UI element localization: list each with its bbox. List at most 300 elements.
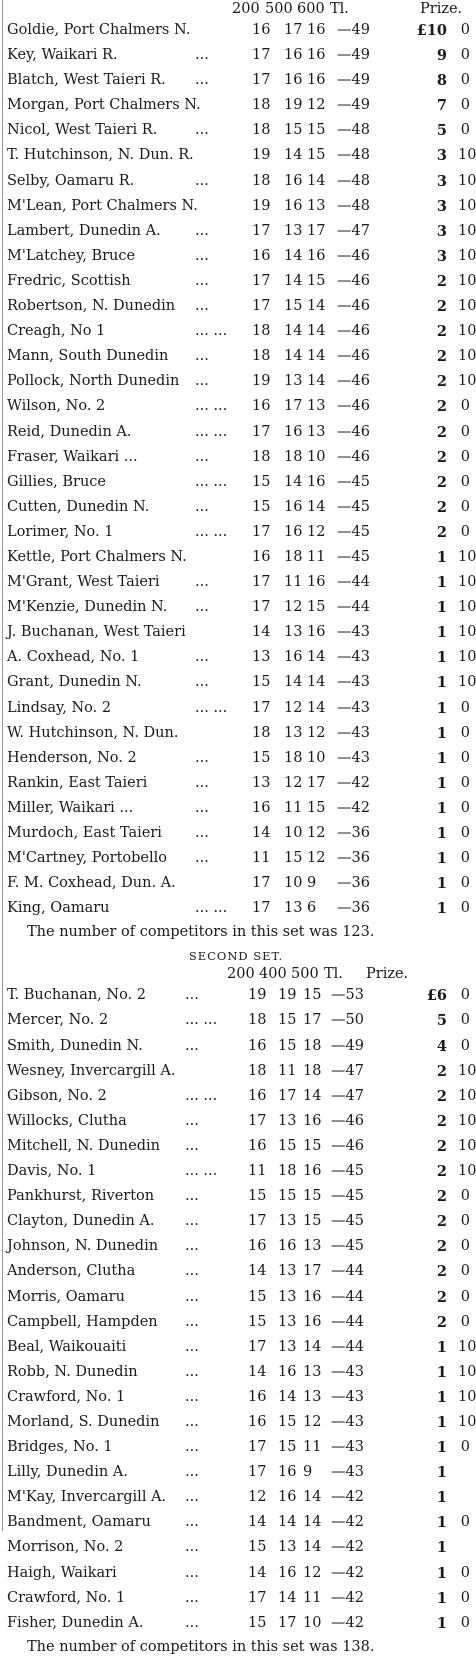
dot-leader: ...: [195, 850, 209, 867]
prize-shillings: 0: [460, 699, 470, 716]
result-row: [0, 1510, 472, 1535]
dot-leader: ... ...: [195, 398, 228, 415]
total-score: —43: [337, 749, 370, 766]
second-range-score: 11: [284, 799, 303, 816]
total-score: —48: [337, 122, 370, 139]
competitor-name: M'Kenzie, Dunedin N.: [7, 599, 168, 616]
competitor-name: Mercer, No. 2: [7, 1012, 109, 1029]
second-range-score: 13: [284, 373, 303, 390]
dot-leader: ... ...: [195, 699, 228, 716]
dot-leader: ... ...: [185, 1163, 218, 1180]
competitor-name: King, Oamaru: [7, 900, 110, 917]
prize-pounds: 2: [436, 1188, 447, 1206]
competitor-name: M'Grant, West Taieri: [7, 574, 160, 591]
total-score: —45: [331, 1188, 364, 1205]
competitor-name: Wesney, Invercargill A.: [7, 1062, 176, 1079]
second-range-score: 12: [284, 699, 303, 716]
competitor-name: Bandment, Oamaru: [7, 1514, 151, 1531]
competitor-name: F. M. Coxhead, Dun. A.: [7, 875, 176, 892]
first-range-score: 18: [252, 348, 271, 365]
prize-shillings: 10: [458, 1062, 476, 1079]
dot-leader: ...: [185, 1489, 199, 1506]
total-score: —53: [331, 987, 364, 1004]
result-row: [0, 771, 472, 796]
prize-shillings: 0: [460, 97, 470, 114]
dot-leader: ...: [195, 222, 209, 239]
second-range-score: 16: [278, 1464, 297, 1481]
result-row: [0, 1385, 476, 1410]
dot-leader: ...: [195, 649, 209, 666]
third-range-score: 15: [307, 799, 326, 816]
prize-shillings: 0: [460, 1213, 470, 1230]
result-row: [0, 1008, 472, 1033]
prize-shillings: 10: [458, 197, 476, 214]
prize-shillings: 0: [460, 1238, 470, 1255]
competitor-name: Crawford, No. 1: [7, 1388, 126, 1405]
prize-shillings: 10: [458, 1363, 476, 1380]
second-range-score: 16: [284, 498, 303, 515]
competitor-name: Wilson, No. 2: [7, 398, 106, 415]
first-range-score: 18: [252, 122, 271, 139]
second-range-score: 19: [284, 97, 303, 114]
prize-pounds: 1: [436, 599, 447, 617]
dot-leader: ...: [195, 272, 209, 289]
prize-shillings: 0: [460, 774, 470, 791]
third-range-score: 10: [307, 448, 326, 465]
result-row: [0, 394, 472, 419]
prize-shillings: 0: [460, 398, 470, 415]
result-row: [0, 1184, 472, 1209]
total-score: —48: [337, 197, 370, 214]
third-range-score: 14: [307, 323, 326, 340]
result-row: [0, 983, 472, 1008]
result-row: [0, 194, 476, 219]
dot-leader: ...: [185, 1413, 199, 1430]
first-range-score: 17: [252, 699, 271, 716]
second-range-score: 16: [284, 72, 303, 89]
result-row: [0, 871, 472, 896]
total-score: —43: [331, 1439, 364, 1456]
competitor-name: A. Coxhead, No. 1: [7, 649, 140, 666]
total-score: —45: [331, 1238, 364, 1255]
prize-shillings: 0: [460, 987, 470, 1004]
competitor-name: Fraser, Waikari ...: [7, 448, 138, 465]
first-range-score: 17: [252, 298, 271, 315]
prize-shillings: 10: [458, 1112, 476, 1129]
result-row: [0, 68, 472, 93]
total-score: —46: [337, 272, 370, 289]
competitor-name: Creagh, No 1: [7, 323, 106, 340]
first-range-score: 18: [252, 97, 271, 114]
result-row: [0, 18, 472, 43]
first-range-score: 17: [252, 900, 271, 917]
second-range-score: 13: [278, 1288, 297, 1305]
second-range-score: 16: [284, 172, 303, 189]
third-range-score: 13: [307, 197, 326, 214]
result-row: [0, 595, 476, 620]
competitor-name: Lambert, Dunedin A.: [7, 222, 161, 239]
total-score: —46: [337, 247, 370, 264]
total-score: —44: [337, 574, 370, 591]
prize-pounds: 2: [436, 1213, 447, 1231]
first-range-score: 15: [252, 674, 271, 691]
third-range-score: 6: [307, 900, 317, 917]
prize-pounds: 2: [436, 1087, 447, 1105]
dot-leader: ...: [195, 298, 209, 315]
competitor-name: Robb, N. Dunedin: [7, 1363, 138, 1380]
second-range-score: 15: [284, 298, 303, 315]
prize-pounds: 2: [436, 373, 447, 391]
first-range-score: 16: [248, 1238, 267, 1255]
second-range-score: 15: [278, 1188, 297, 1205]
first-range-score: 18: [252, 724, 271, 741]
second-range-score: 13: [278, 1338, 297, 1355]
prize-shillings: 0: [460, 1012, 470, 1029]
total-score: —42: [331, 1614, 364, 1631]
prize-shillings: 10: [458, 548, 476, 565]
dot-leader: ...: [195, 825, 209, 841]
prize-pounds: 3: [436, 247, 447, 265]
second-range-score: 13: [278, 1263, 297, 1280]
second-range-score: 16: [278, 1238, 297, 1255]
dot-leader: ...: [195, 574, 209, 591]
first-range-score: 16: [252, 799, 271, 816]
dot-leader: ...: [195, 47, 209, 64]
result-row: [0, 645, 476, 670]
prize-pounds: 1: [436, 1413, 447, 1431]
second-range-score: 13: [278, 1213, 297, 1230]
third-range-score: 9: [303, 1464, 313, 1481]
second-range-score: 19: [278, 987, 297, 1004]
result-row: [0, 1034, 472, 1059]
competitor-name: Morrison, No. 2: [7, 1539, 124, 1556]
result-row: [0, 1310, 472, 1335]
prize-pounds: £10: [416, 22, 447, 39]
result-row: [0, 118, 472, 143]
third-range-score: 15: [307, 122, 326, 139]
second-range-score: 16: [284, 649, 303, 666]
third-range-score: 14: [307, 674, 326, 691]
competitor-name: Gillies, Bruce: [7, 473, 107, 490]
prize-shillings: 0: [460, 1439, 470, 1456]
prize-pounds: 8: [436, 72, 447, 90]
competitor-name: Robertson, N. Dunedin: [7, 298, 176, 315]
dot-leader: ...: [185, 1464, 199, 1481]
competitor-name: Morris, Oamaru: [7, 1288, 125, 1305]
prize-pounds: 1: [436, 1614, 447, 1632]
prize-pounds: 2: [436, 1238, 447, 1256]
first-set-header: [0, 0, 472, 18]
first-range-score: 16: [248, 1137, 267, 1154]
total-score: —48: [337, 147, 370, 164]
third-range-score: 17: [307, 222, 326, 239]
third-range-score: 16: [307, 473, 326, 490]
prize-pounds: 1: [436, 1439, 447, 1457]
dot-leader: ...: [195, 498, 209, 515]
prize-pounds: 2: [436, 398, 447, 416]
result-row: [0, 445, 472, 470]
prize-shillings: 0: [460, 1614, 470, 1631]
result-row: [0, 796, 472, 821]
result-row: [0, 896, 472, 921]
dot-leader: ...: [185, 1564, 199, 1581]
third-range-score: 15: [303, 1137, 322, 1154]
dot-leader: ...: [185, 1388, 199, 1405]
first-range-score: 17: [248, 1112, 267, 1129]
competitor-name: Key, Waikari R.: [7, 47, 118, 64]
prize-pounds: 2: [436, 1263, 447, 1281]
total-score: —47: [331, 1062, 364, 1079]
total-header: Tl.: [330, 1, 349, 17]
prize-pounds: 2: [436, 473, 447, 491]
total-score: —46: [337, 448, 370, 465]
result-row: [0, 1059, 476, 1084]
competitor-name: Crawford, No. 1: [7, 1589, 126, 1606]
second-range-score: 15: [284, 122, 303, 139]
first-range-score: 13: [252, 774, 271, 791]
second-range-score: 12: [284, 774, 303, 791]
third-range-score: 15: [303, 1188, 322, 1205]
first-range-score: 15: [248, 1188, 267, 1205]
total-score: —46: [337, 373, 370, 390]
second-range-score: 17: [284, 398, 303, 415]
first-range-score: 18: [252, 172, 271, 189]
total-score: —43: [337, 674, 370, 691]
competitor-name: Murdoch, East Taieri: [7, 825, 162, 841]
first-range-score: 17: [248, 1213, 267, 1230]
dot-leader: ...: [195, 749, 209, 766]
third-range-score: 17: [307, 774, 326, 791]
first-range-score: 19: [248, 987, 267, 1004]
prize-pounds: 2: [436, 448, 447, 466]
third-range-score: 13: [303, 1363, 322, 1380]
dot-leader: ...: [195, 72, 209, 89]
competitor-name: Lindsay, No. 2: [7, 699, 112, 716]
dot-leader: ...: [185, 1539, 199, 1556]
prize-shillings: 10: [458, 674, 476, 691]
second-range-score: 15: [284, 850, 303, 867]
first-range-score: 12: [248, 1489, 267, 1506]
competitor-name: M'Latchey, Bruce: [7, 247, 136, 264]
first-range-score: 19: [252, 197, 271, 214]
prize-shillings: 0: [460, 875, 470, 892]
total-score: —45: [337, 523, 370, 540]
competitor-name: Rankin, East Taieri: [7, 774, 148, 791]
second-range-score: 14: [278, 1589, 297, 1606]
prize-shillings: 10: [458, 1163, 476, 1180]
total-score: —45: [337, 498, 370, 515]
second-range-score: 12: [284, 599, 303, 616]
third-range-score: 17: [303, 1263, 322, 1280]
total-score: —36: [337, 850, 370, 867]
result-row: [0, 470, 472, 495]
first-range-score: 14: [252, 825, 271, 841]
result-row: [0, 1134, 476, 1159]
first-range-score: 16: [252, 22, 271, 38]
third-range-score: 12: [307, 724, 326, 741]
second-range-score: 17: [278, 1087, 297, 1104]
third-range-score: 16: [303, 1163, 322, 1180]
third-range-score: 14: [307, 348, 326, 365]
total-score: —50: [331, 1012, 364, 1029]
prize-shillings: 10: [458, 1137, 476, 1154]
second-range-score: 13: [284, 222, 303, 239]
result-row: [0, 721, 472, 746]
prize-shillings: 10: [458, 574, 476, 591]
third-range-score: 12: [307, 850, 326, 867]
second-range-score: 16: [278, 1564, 297, 1581]
result-row: [0, 1084, 476, 1109]
dot-leader: ...: [185, 1263, 199, 1280]
first-range-score: 18: [252, 448, 271, 465]
prize-shillings: 10: [458, 172, 476, 189]
competitor-name: Selby, Oamaru R.: [7, 172, 135, 189]
competitor-name: Clayton, Dunedin A.: [7, 1213, 155, 1230]
competitor-name: M'Cartney, Portobello: [7, 850, 167, 867]
third-range-score: 16: [303, 1313, 322, 1330]
dot-leader: ...: [185, 987, 199, 1004]
result-row: [0, 244, 476, 269]
prize-shillings: 0: [460, 1263, 470, 1280]
result-row: [0, 520, 472, 545]
first-range-score: 17: [248, 1338, 267, 1355]
first-range-score: 17: [252, 47, 271, 64]
second-range-score: 10: [284, 825, 303, 841]
second-range-score: 18: [284, 548, 303, 565]
third-range-score: 12: [307, 97, 326, 114]
competitor-name: W. Hutchinson, N. Dun.: [7, 724, 179, 741]
dot-leader: ...: [185, 1589, 199, 1606]
first-range-score: 16: [252, 548, 271, 565]
competitor-name: Morgan, Port Chalmers N.: [7, 97, 201, 114]
dot-leader: ... ...: [195, 523, 228, 540]
competitor-name: Goldie, Port Chalmers N.: [7, 22, 191, 38]
prize-pounds: 3: [436, 197, 447, 215]
first-range-score: 15: [252, 473, 271, 490]
competitor-name: Mitchell, N. Dunedin: [7, 1137, 160, 1154]
prize-pounds: 2: [436, 423, 447, 441]
result-row: [0, 846, 472, 871]
result-row: [0, 1335, 476, 1360]
third-range-score: 11: [303, 1589, 322, 1606]
third-range-score: 16: [307, 574, 326, 591]
competitor-name: Fredric, Scottish: [7, 272, 131, 289]
second-range-score: 14: [284, 323, 303, 340]
second-range-score: 18: [284, 749, 303, 766]
total-score: —36: [337, 825, 370, 841]
first-range-score: 15: [248, 1288, 267, 1305]
competitor-name: M'Lean, Port Chalmers N.: [7, 197, 198, 214]
prize-pounds: 2: [436, 1112, 447, 1130]
result-row: [0, 1109, 476, 1134]
prize-shillings: 0: [460, 799, 470, 816]
prize-shillings: 0: [460, 1589, 470, 1606]
prize-shillings: 10: [458, 1413, 476, 1430]
second-range-score: 13: [278, 1313, 297, 1330]
prize-pounds: 1: [436, 1489, 447, 1507]
first-range-score: 17: [252, 423, 271, 440]
prize-shillings: 0: [460, 1037, 470, 1054]
third-range-score: 12: [307, 523, 326, 540]
third-range-score: 14: [307, 649, 326, 666]
dot-leader: ...: [185, 1213, 199, 1230]
dot-leader: ...: [195, 373, 209, 390]
prize-shillings: 0: [460, 1188, 470, 1205]
second-range-score: 17: [284, 22, 303, 38]
result-row: [0, 1234, 472, 1259]
third-range-score: 14: [303, 1539, 322, 1556]
total-score: —45: [331, 1163, 364, 1180]
prize-pounds: 1: [436, 799, 447, 817]
third-range-score: 13: [303, 1388, 322, 1405]
prize-pounds: 1: [436, 1564, 447, 1582]
third-range-score: 16: [307, 47, 326, 64]
competitor-name: Reid, Dunedin A.: [7, 423, 132, 440]
result-row: [0, 294, 476, 319]
third-range-score: 15: [307, 272, 326, 289]
total-score: —49: [337, 97, 370, 114]
prize-shillings: 10: [458, 298, 476, 315]
result-row: [0, 1285, 472, 1310]
prize-shillings: 0: [460, 47, 470, 64]
result-row: [0, 1611, 472, 1636]
competitor-name: T. Hutchinson, N. Dun. R.: [7, 147, 194, 164]
prize-pounds: £6: [426, 987, 447, 1005]
prize-pounds: 1: [436, 1539, 447, 1557]
prize-pounds: 1: [436, 1464, 447, 1482]
second-range-score: 15: [278, 1413, 297, 1430]
competitor-name: Willocks, Clutha: [7, 1112, 127, 1129]
third-range-score: 14: [303, 1087, 322, 1104]
dot-leader: ...: [185, 1338, 199, 1355]
total-score: —45: [337, 473, 370, 490]
second-range-score: 14: [284, 348, 303, 365]
second-range-score: 14: [284, 674, 303, 691]
first-range-score: 17: [252, 574, 271, 591]
result-row: [0, 1561, 472, 1586]
third-range-score: 13: [307, 398, 326, 415]
prize-pounds: 2: [436, 523, 447, 541]
second-range-score: 14: [284, 473, 303, 490]
result-row: [0, 1259, 472, 1284]
result-row: [0, 821, 472, 846]
second-range-score: 11: [278, 1062, 297, 1079]
competitor-name: Smith, Dunedin N.: [7, 1037, 143, 1054]
total-score: —43: [337, 724, 370, 741]
dot-leader: ...: [195, 674, 209, 691]
prize-pounds: 4: [436, 1037, 447, 1055]
second-range-score: 14: [284, 247, 303, 264]
prize-pounds: 2: [436, 498, 447, 516]
prize-pounds: 1: [436, 825, 447, 842]
dot-leader: ...: [185, 1439, 199, 1456]
total-score: —47: [337, 222, 370, 239]
second-range-score: 13: [284, 900, 303, 917]
competitor-name: Nicol, West Taieri R.: [7, 122, 158, 139]
total-score: —45: [337, 548, 370, 565]
prize-pounds: 1: [436, 875, 447, 893]
total-score: —44: [331, 1263, 364, 1280]
result-row: [0, 620, 476, 645]
dot-leader: ...: [185, 1363, 199, 1380]
prize-shillings: 10: [458, 599, 476, 616]
dot-leader: ...: [195, 599, 209, 616]
prize-shillings: 10: [458, 1338, 476, 1355]
total-score: —46: [331, 1137, 364, 1154]
result-row: [0, 369, 476, 394]
prize-shillings: 0: [460, 1564, 470, 1581]
total-score: —49: [331, 1037, 364, 1054]
